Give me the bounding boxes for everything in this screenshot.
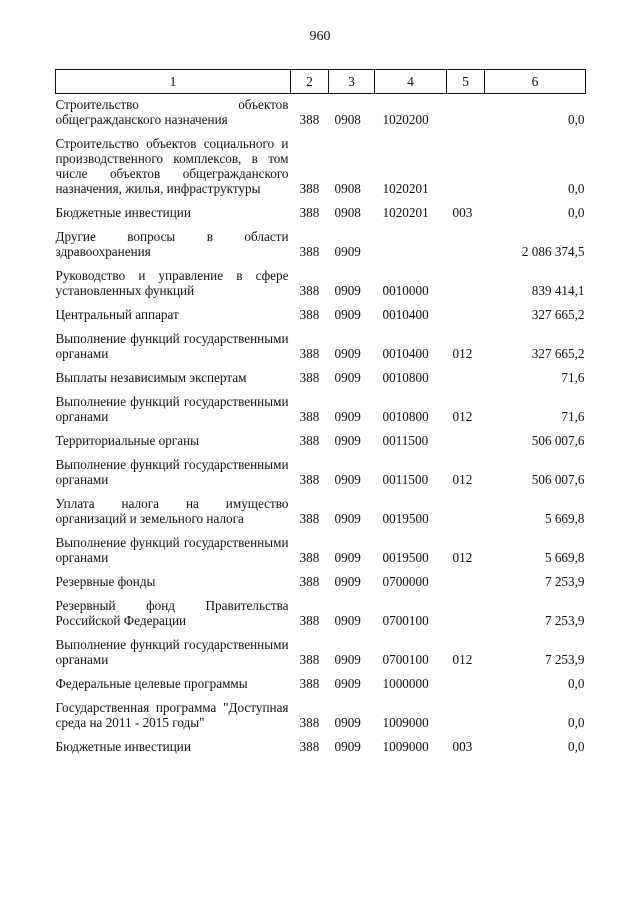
header-col-2: 2 bbox=[291, 70, 329, 94]
expense-type-cell bbox=[447, 487, 485, 526]
table-row bbox=[56, 298, 586, 322]
target-item-cell: 0011500 bbox=[382, 433, 429, 448]
amount-cell: 5 669,8 bbox=[544, 511, 585, 526]
item-name-cell bbox=[56, 565, 291, 589]
item-name-cell bbox=[56, 322, 291, 361]
item-name-cell bbox=[56, 298, 291, 322]
item-name-cell bbox=[56, 94, 291, 128]
table-row bbox=[56, 730, 586, 754]
section-code-cell: 0909 bbox=[334, 433, 361, 448]
agency-code-cell: 388 bbox=[299, 433, 320, 448]
section-code-cell: 0909 bbox=[334, 283, 361, 298]
amount-cell: 0,0 bbox=[568, 739, 585, 754]
agency-code-cell: 388 bbox=[299, 652, 320, 667]
table-row bbox=[56, 424, 586, 448]
item-name-cell bbox=[56, 448, 291, 487]
agency-code-cell: 388 bbox=[299, 205, 320, 220]
table-row bbox=[56, 589, 586, 628]
table-row bbox=[56, 448, 586, 487]
agency-code-cell: 388 bbox=[299, 370, 320, 385]
amount-cell: 0,0 bbox=[568, 676, 585, 691]
item-name-text: Уплата налога на имущество организаций и земельного налога bbox=[55, 496, 289, 526]
target-item-cell: 1009000 bbox=[382, 739, 429, 754]
agency-code-cell: 388 bbox=[299, 715, 320, 730]
header-col-3: 3 bbox=[329, 70, 375, 94]
amount-cell: 71,6 bbox=[561, 370, 585, 385]
header-col-4: 4 bbox=[375, 70, 447, 94]
item-name-text: Строительство объектов социального и производственного комплексов, в том числе объектов общегражданского назначения, жилья, инфраструктуры bbox=[55, 136, 289, 196]
amount-cell: 0,0 bbox=[568, 112, 585, 127]
item-name-cell bbox=[56, 385, 291, 424]
agency-code-cell: 388 bbox=[299, 283, 320, 298]
target-item-cell bbox=[375, 220, 447, 259]
item-name-text: Выплаты независимым экспертам bbox=[55, 370, 247, 385]
target-item-cell: 1020201 bbox=[382, 181, 429, 196]
amount-cell: 0,0 bbox=[568, 715, 585, 730]
section-code-cell: 0909 bbox=[334, 511, 361, 526]
item-name-cell bbox=[56, 667, 291, 691]
item-name-text: Выполнение функций государственными органами bbox=[55, 637, 289, 667]
table-row bbox=[56, 196, 586, 220]
section-code-cell: 0908 bbox=[334, 205, 361, 220]
agency-code-cell: 388 bbox=[299, 739, 320, 754]
section-code-cell: 0909 bbox=[334, 613, 361, 628]
expense-type-cell: 012 bbox=[452, 346, 473, 361]
amount-cell: 506 007,6 bbox=[531, 433, 585, 448]
section-code-cell: 0908 bbox=[334, 112, 361, 127]
page-number: 960 bbox=[309, 29, 331, 44]
expense-type-cell: 012 bbox=[452, 550, 473, 565]
agency-code-cell: 388 bbox=[299, 574, 320, 589]
table-row bbox=[56, 127, 586, 196]
target-item-cell: 0700100 bbox=[382, 613, 429, 628]
item-name-cell bbox=[56, 628, 291, 667]
item-name-text: Выполнение функций государственными органами bbox=[55, 331, 289, 361]
agency-code-cell: 388 bbox=[299, 307, 320, 322]
table-row bbox=[56, 628, 586, 667]
expense-type-cell: 003 bbox=[452, 739, 473, 754]
expense-type-cell bbox=[447, 220, 485, 259]
section-code-cell: 0909 bbox=[334, 739, 361, 754]
expense-type-cell: 012 bbox=[452, 409, 473, 424]
amount-cell: 71,6 bbox=[561, 409, 585, 424]
expense-type-cell bbox=[447, 667, 485, 691]
amount-cell: 0,0 bbox=[568, 181, 585, 196]
section-code-cell: 0909 bbox=[334, 370, 361, 385]
amount-cell: 7 253,9 bbox=[544, 652, 585, 667]
amount-cell: 5 669,8 bbox=[544, 550, 585, 565]
target-item-cell: 0011500 bbox=[382, 472, 429, 487]
agency-code-cell: 388 bbox=[299, 550, 320, 565]
table-header-row bbox=[56, 70, 586, 94]
item-name-text: Руководство и управление в сфере установленных функций bbox=[55, 268, 289, 298]
target-item-cell: 1009000 bbox=[382, 715, 429, 730]
item-name-text: Выполнение функций государственными органами bbox=[55, 394, 289, 424]
item-name-text: Центральный аппарат bbox=[55, 307, 179, 322]
item-name-cell bbox=[56, 196, 291, 220]
item-name-text: Строительство объектов общегражданского назначения bbox=[55, 97, 289, 127]
section-code-cell: 0909 bbox=[334, 574, 361, 589]
table-row bbox=[56, 691, 586, 730]
agency-code-cell: 388 bbox=[299, 346, 320, 361]
agency-code-cell: 388 bbox=[299, 676, 320, 691]
amount-cell: 0,0 bbox=[568, 205, 585, 220]
table-row bbox=[56, 565, 586, 589]
target-item-cell: 0019500 bbox=[382, 511, 429, 526]
item-name-cell bbox=[56, 691, 291, 730]
item-name-cell bbox=[56, 589, 291, 628]
item-name-text: Бюджетные инвестиции bbox=[55, 205, 191, 220]
amount-cell: 327 665,2 bbox=[531, 307, 585, 322]
amount-cell: 7 253,9 bbox=[544, 574, 585, 589]
expense-type-cell bbox=[447, 565, 485, 589]
agency-code-cell: 388 bbox=[299, 181, 320, 196]
target-item-cell: 1020201 bbox=[382, 205, 429, 220]
item-name-cell bbox=[56, 526, 291, 565]
table-body bbox=[56, 94, 586, 755]
expense-type-cell bbox=[447, 127, 485, 196]
table-row bbox=[56, 667, 586, 691]
section-code-cell: 0909 bbox=[334, 550, 361, 565]
section-code-cell: 0909 bbox=[334, 346, 361, 361]
item-name-text: Выполнение функций государственными органами bbox=[55, 457, 289, 487]
target-item-cell: 0019500 bbox=[382, 550, 429, 565]
header-col-1: 1 bbox=[56, 70, 291, 94]
table-row bbox=[56, 94, 586, 128]
target-item-cell: 0010400 bbox=[382, 346, 429, 361]
table-row bbox=[56, 385, 586, 424]
expense-type-cell: 012 bbox=[452, 652, 473, 667]
expense-type-cell bbox=[447, 259, 485, 298]
section-code-cell: 0909 bbox=[334, 307, 361, 322]
item-name-cell bbox=[56, 220, 291, 259]
amount-cell: 7 253,9 bbox=[544, 613, 585, 628]
header-col-5: 5 bbox=[447, 70, 485, 94]
section-code-cell: 0909 bbox=[334, 715, 361, 730]
section-code-cell: 0909 bbox=[334, 409, 361, 424]
expense-type-cell: 003 bbox=[452, 205, 473, 220]
agency-code-cell: 388 bbox=[299, 244, 320, 259]
section-code-cell: 0909 bbox=[334, 244, 361, 259]
header-col-6: 6 bbox=[485, 70, 586, 94]
table-row bbox=[56, 259, 586, 298]
table-row bbox=[56, 526, 586, 565]
target-item-cell: 0010800 bbox=[382, 370, 429, 385]
expense-type-cell bbox=[447, 94, 485, 128]
agency-code-cell: 388 bbox=[299, 613, 320, 628]
table-row bbox=[56, 322, 586, 361]
table-row bbox=[56, 220, 586, 259]
agency-code-cell: 388 bbox=[299, 409, 320, 424]
budget-table bbox=[55, 69, 586, 754]
item-name-text: Другие вопросы в области здравоохранения bbox=[55, 229, 289, 259]
section-code-cell: 0909 bbox=[334, 472, 361, 487]
item-name-text: Федеральные целевые программы bbox=[55, 676, 248, 691]
amount-cell: 2 086 374,5 bbox=[521, 244, 585, 259]
table-row bbox=[56, 361, 586, 385]
item-name-cell bbox=[56, 424, 291, 448]
target-item-cell: 0010000 bbox=[382, 283, 429, 298]
table-row bbox=[56, 487, 586, 526]
target-item-cell: 0700100 bbox=[382, 652, 429, 667]
section-code-cell: 0909 bbox=[334, 676, 361, 691]
item-name-cell bbox=[56, 487, 291, 526]
expense-type-cell bbox=[447, 298, 485, 322]
item-name-cell bbox=[56, 127, 291, 196]
item-name-text: Бюджетные инвестиции bbox=[55, 739, 191, 754]
item-name-text: Территориальные органы bbox=[55, 433, 199, 448]
item-name-text: Резервные фонды bbox=[55, 574, 156, 589]
expense-type-cell: 012 bbox=[452, 472, 473, 487]
expense-type-cell bbox=[447, 691, 485, 730]
agency-code-cell: 388 bbox=[299, 511, 320, 526]
agency-code-cell: 388 bbox=[299, 472, 320, 487]
amount-cell: 839 414,1 bbox=[531, 283, 585, 298]
item-name-text: Выполнение функций государственными органами bbox=[55, 535, 289, 565]
item-name-cell bbox=[56, 259, 291, 298]
item-name-cell bbox=[56, 730, 291, 754]
section-code-cell: 0908 bbox=[334, 181, 361, 196]
section-code-cell: 0909 bbox=[334, 652, 361, 667]
target-item-cell: 0700000 bbox=[382, 574, 429, 589]
expense-type-cell bbox=[447, 424, 485, 448]
target-item-cell: 0010400 bbox=[382, 307, 429, 322]
item-name-text: Резервный фонд Правительства Российской Федерации bbox=[55, 598, 289, 628]
expense-type-cell bbox=[447, 589, 485, 628]
target-item-cell: 1020200 bbox=[382, 112, 429, 127]
item-name-cell bbox=[56, 361, 291, 385]
target-item-cell: 1000000 bbox=[382, 676, 429, 691]
amount-cell: 506 007,6 bbox=[531, 472, 585, 487]
expense-type-cell bbox=[447, 361, 485, 385]
amount-cell: 327 665,2 bbox=[531, 346, 585, 361]
item-name-text: Государственная программа "Доступная среда на 2011 - 2015 годы" bbox=[55, 700, 289, 730]
agency-code-cell: 388 bbox=[299, 112, 320, 127]
target-item-cell: 0010800 bbox=[382, 409, 429, 424]
